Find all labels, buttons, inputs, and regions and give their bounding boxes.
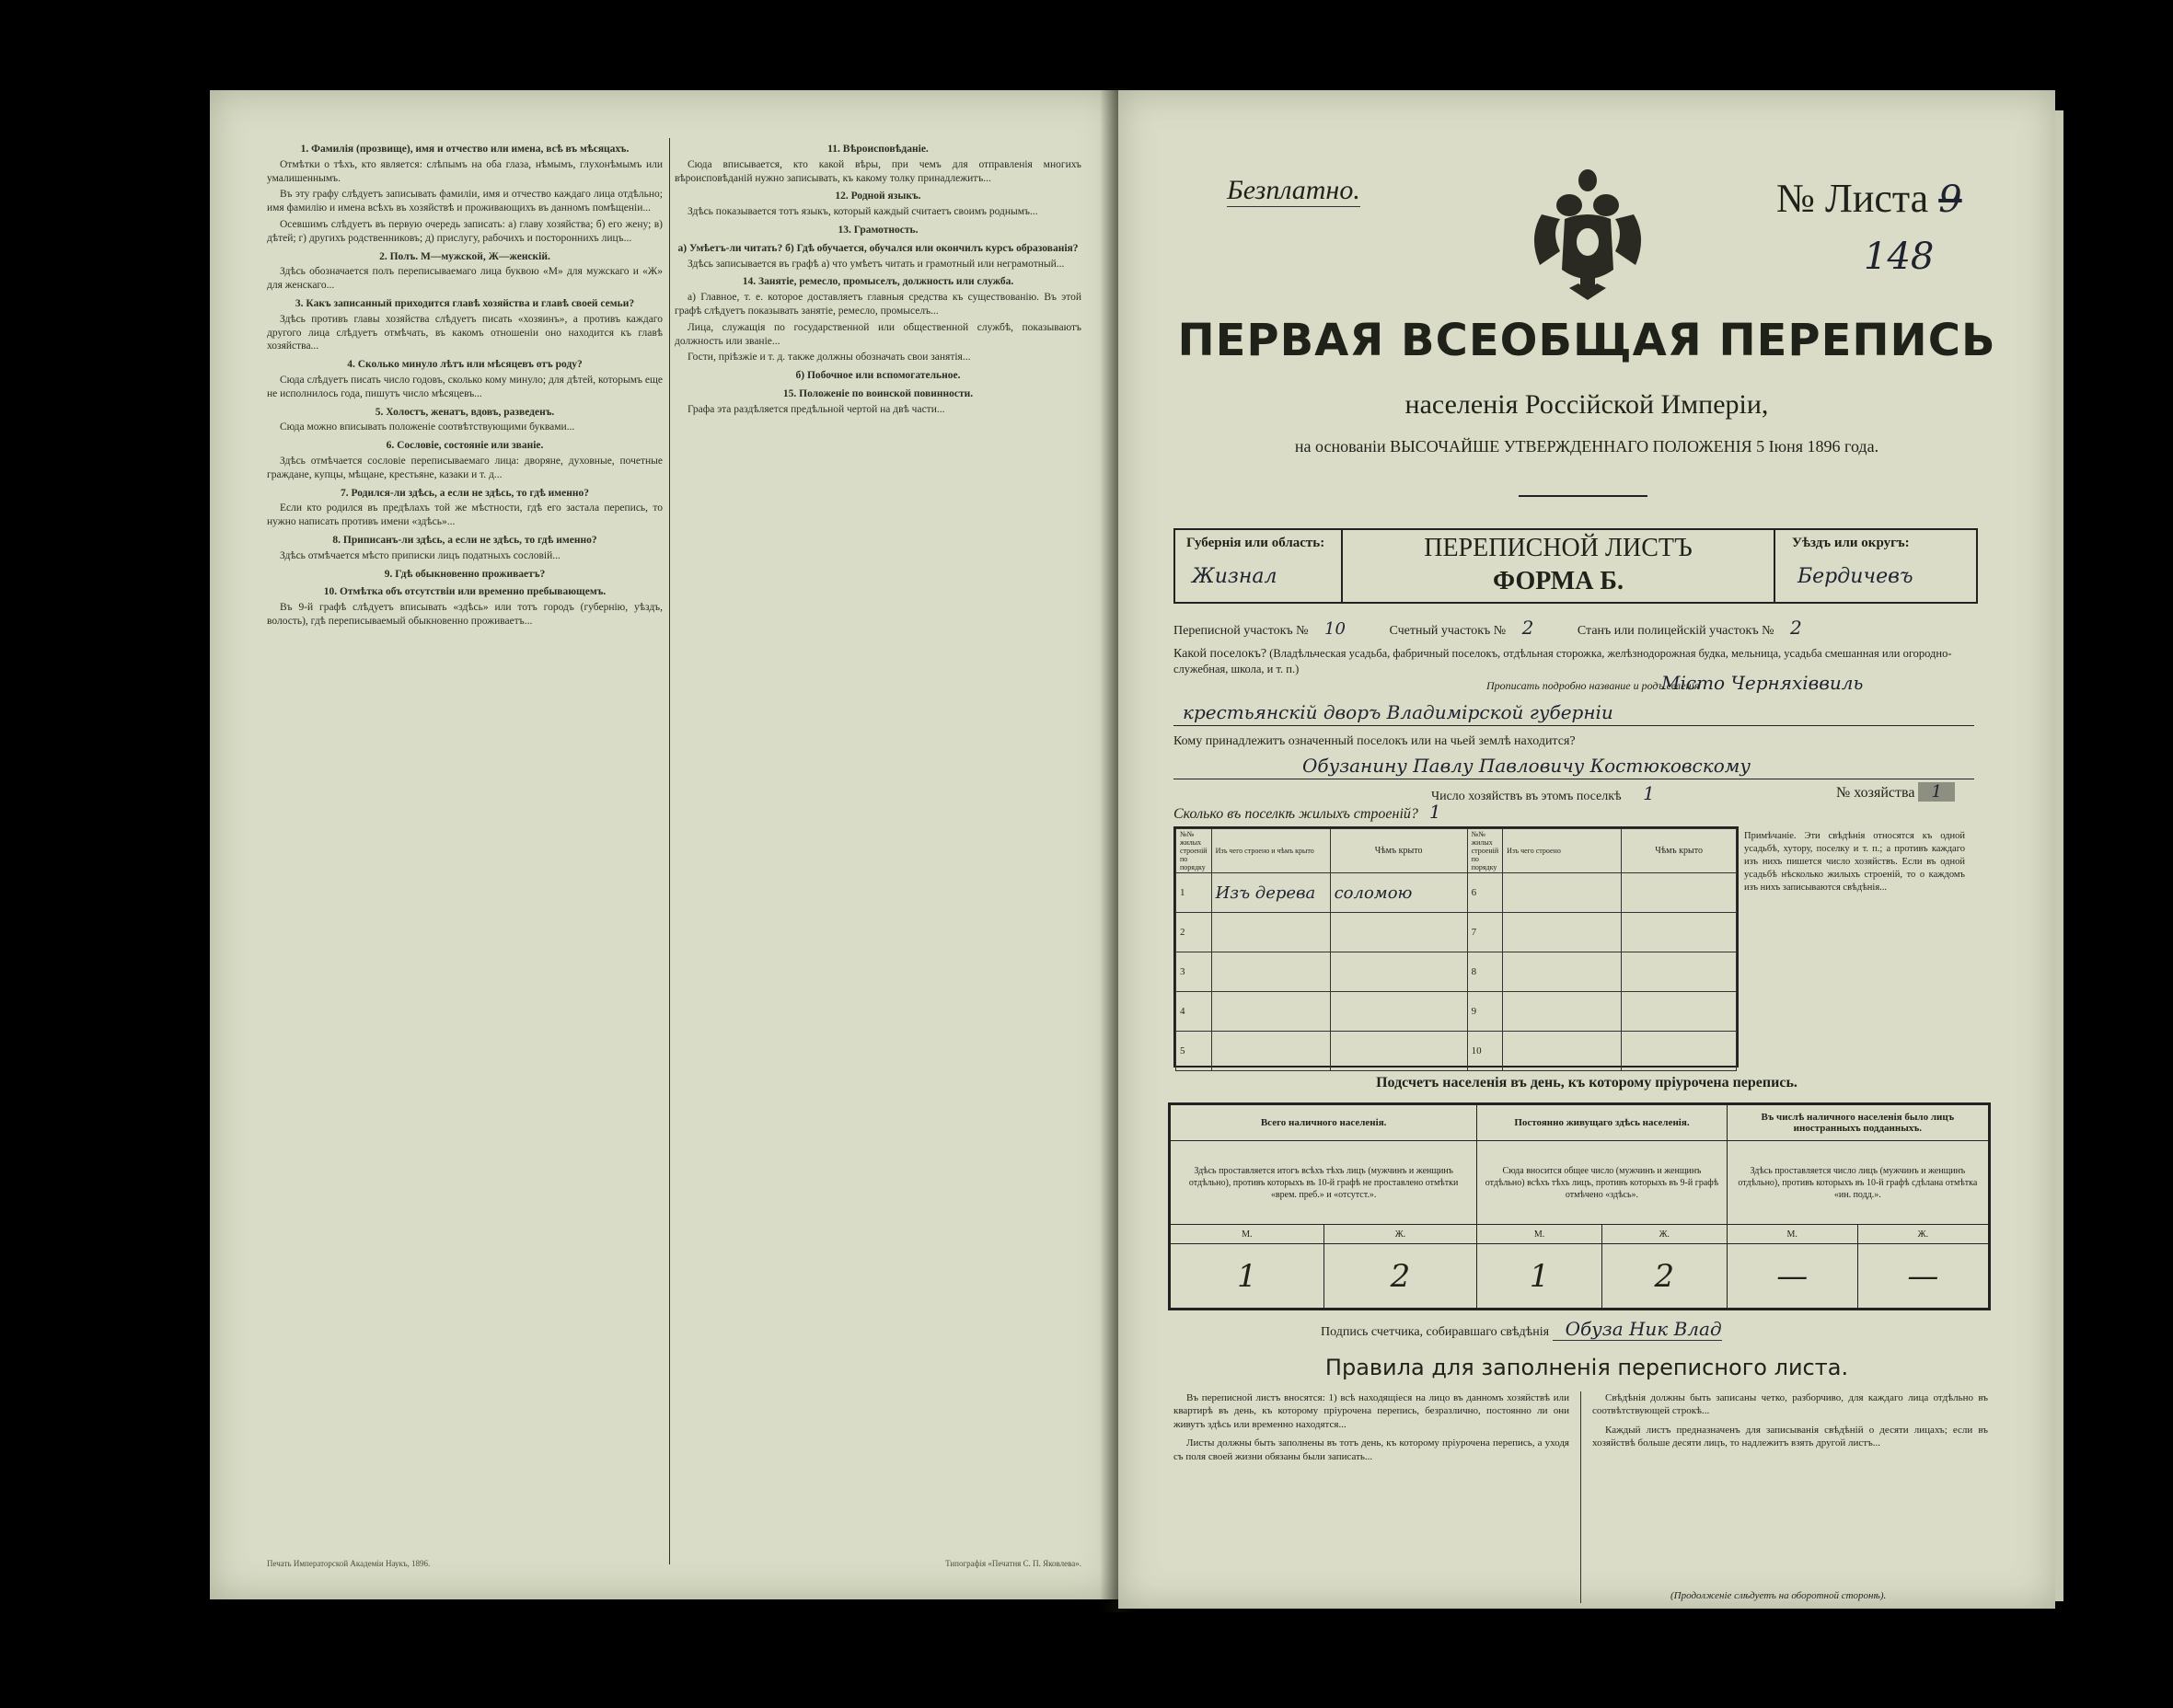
building-number: 2 [1176,913,1212,952]
buildings-label: Сколько въ поселкѣ жилыхъ строеній? [1173,806,1418,822]
settlement-value-line-2: крестьянскій дворъ Владимірской губерніи [1183,701,1613,723]
building-roof [1330,952,1467,992]
free-label: Безплатно. [1227,175,1360,205]
handwritten-sheet-number: 148 [1864,236,1935,278]
left-footer-imprint: Печать Императорской Академіи Наукъ, 1896. [267,1559,431,1568]
female-label: Ж. [1857,1225,1988,1244]
count-column-description: Здѣсь проставляется итогъ всѣхъ тѣхъ лицъ (мужчинъ и женщинъ отдѣльно), противъ которыхъ въ 10-й графѣ не проставлено отмѣтки «врем. преб.» и «отсутст.». [1171,1141,1477,1225]
building-material [1503,913,1622,952]
instruction-heading: 2. Полъ. М—мужской, Ж—женскій. [379,250,550,262]
building-roof [1622,873,1737,913]
legal-basis-line: на основаніи ВЫСОЧАЙШЕ УТВЕРЖДЕННАГО ПОЛОЖЕНІЯ 5 Іюня 1896 года. [1294,437,1879,456]
bld-header-right-roof: Чѣмъ крыто [1622,829,1737,873]
instruction-heading: 4. Сколько минуло лѣтъ или мѣсяцевъ отъ роду? [347,359,583,371]
instruction-heading: 9. Гдѣ обыкновенно проживаетъ? [384,568,546,580]
settlement-name-hint: Прописать подробно название и родъ селенія [1486,679,1700,692]
rules-column-1 [1173,1391,1569,1469]
left-page [210,90,1118,1599]
form-header-box [1173,528,1978,604]
instructions-column-1 [267,138,663,631]
building-material [1211,992,1330,1032]
households-label: Число хозяйствъ въ этомъ поселкѣ [1431,790,1622,803]
building-roof [1622,992,1737,1032]
building-number: 4 [1176,992,1212,1032]
rule-paragraph: Листы должны быть заполнены въ тотъ день, къ которому пріурочена перепись, а уходя съ поля своей жизни обязаны были записать... [1173,1437,1569,1462]
right-footer-imprint: Типографія «Печатня С. П. Яковлева». [945,1559,1081,1568]
households-line [1431,782,1673,804]
male-label: М. [1727,1225,1857,1244]
sheet-number-label: № Листа [1776,176,1929,221]
building-material: Изъ дерева [1211,873,1330,913]
instruction-paragraph: Здѣсь противъ главы хозяйства слѣдуетъ писать «хозяинъ», а противъ каждаго другого лица слѣдуетъ отмѣчать, въ какомъ отношеніи оно находится къ главѣ хозяйства... [267,313,663,352]
instruction-heading: 13. Грамотность. [838,224,919,236]
household-number-value: 1 [1918,782,1954,802]
building-material [1503,873,1622,913]
count-value: 2 [1601,1244,1727,1309]
count-column-title: Въ числѣ наличного населенія было лицъ иностранныхъ подданныхъ. [1727,1105,1988,1141]
building-number: 6 [1467,873,1503,913]
instruction-heading: 15. Положеніе по воинской повинности. [782,387,974,399]
form-type: ФОРМА Б. [1493,567,1624,595]
female-label: Ж. [1323,1225,1477,1244]
count-value: 1 [1171,1244,1324,1309]
instruction-heading: 5. Холостъ, женатъ, вдовъ, разведенъ. [375,406,555,418]
instruction-heading: 3. Какъ записанный приходится главѣ хозяйства и главѣ своей семьи? [295,297,635,309]
building-number: 1 [1176,873,1212,913]
instruction-paragraph: Сюда слѣдуетъ писать число годовъ, сколько кому минуло; для дѣтей, которымъ еще не исполнилось года, пишутъ число мѣсяцевъ... [267,374,663,399]
instruction-heading: 7. Родился-ли здѣсь, а если не здѣсь, то гдѣ именно? [340,487,589,499]
counting-area-value: 2 [1521,617,1534,639]
count-column-description: Здѣсь проставляется число лицъ (мужчинъ и женщинъ отдѣльно), противъ которыхъ въ 10-й графѣ сдѣлана отмѣтка «ин. подд.». [1727,1141,1988,1225]
counting-area-label: Счетный участокъ № [1389,624,1507,638]
bld-header-left-material: Изъ чего строено и чѣмъ крыто [1211,829,1330,873]
signature-value: Обуза Ник Влад [1553,1318,1722,1341]
count-value: 2 [1323,1244,1477,1309]
household-number [1836,782,1955,802]
instruction-paragraph: Въ 9-й графѣ слѣдуетъ вписывать «здѣсь» или тотъ городъ (губернію, уѣздъ, волость), гдѣ переписываемый обыкновенно проживаетъ... [267,602,663,627]
building-material [1211,913,1330,952]
province-value: Жизнал [1192,565,1277,588]
instruction-paragraph: Гости, пріѣзжіе и т. д. также должны обозначать свои занятія... [688,352,971,364]
instruction-paragraph: Сюда можно вписывать положеніе соотвѣтствующими буквами... [280,421,575,433]
census-subtitle: населенія Россійской Имперіи, [1404,389,1769,420]
police-area-value: 2 [1789,617,1802,639]
sheet-number-value: 9 [1938,179,1962,221]
rules-title: Правила для заполненія переписного листа. [1324,1355,1849,1380]
instruction-paragraph: Здѣсь обозначается полъ переписываемаго лица буквою «М» для мужскаго и «Ж» для женскаго... [267,266,663,292]
census-form-page [1118,90,2055,1609]
instruction-paragraph: Здѣсь отмѣчается мѣсто приписки лицъ податныхъ сословій... [280,549,561,561]
instruction-heading: 10. Отмѣтка объ отсутствіи или временно пребывающемъ. [323,586,607,598]
instruction-heading: 1. Фамилія (прозвище), имя и отчество или имена, всѣ въ мѣсяцахъ. [300,144,630,155]
instruction-heading: 8. Приписанъ-ли здѣсь, а если не здѣсь, то гдѣ именно? [332,534,597,546]
instructions-column-2 [675,138,1081,420]
instruction-paragraph: а) Главное, т. е. которое доставляетъ главныя средства къ существованію. Въ этой графѣ слѣдуетъ показывать занятіе, ремесло, промыселъ... [675,292,1081,317]
instruction-paragraph: Если кто родился въ предѣлахъ той же мѣстности, гдѣ его застала перепись, то нужно написать противъ имени «здѣсь»... [267,502,663,528]
building-roof [1622,952,1737,992]
counter-signature-line [1321,1318,1722,1340]
instruction-heading: б) Побочное или вспомогательное. [795,370,961,382]
continued-note: (Продолженіе слѣдуетъ на оборотной сторонѣ). [1670,1590,1887,1601]
province-label: Губернія или область: [1186,536,1325,550]
owner-value: Обузанину Павлу Павловичу Костюковскому [1302,755,1751,777]
instruction-heading: 11. Вѣроисповѣданіе. [827,144,929,155]
count-value: — [1727,1244,1857,1309]
bld-header-left-no: №№ жилых строеній по порядку [1176,829,1212,873]
population-count-grid [1170,1104,1989,1309]
instruction-paragraph: Графа эта раздѣляется предѣльной чертой на двѣ части... [688,403,945,415]
bld-header-right-no: №№ жилых строеній по порядку [1467,829,1503,873]
rule-paragraph: Свѣдѣнія должны быть записаны четко, разборчиво, для каждаго лица отдѣльно въ соотвѣтствующей строкѣ... [1592,1392,1988,1417]
building-row [1176,873,1737,913]
building-material [1503,992,1622,1032]
building-number: 3 [1176,952,1212,992]
households-value: 1 [1643,782,1655,804]
signature-label: Подпись счетчика, собиравшаго свѣдѣнія [1321,1325,1550,1339]
building-material [1503,952,1622,992]
column-divider [669,138,670,1564]
sheet-number [1776,175,1962,222]
instruction-paragraph: Сюда вписывается, кто какой вѣры, при чемъ для отправленія многихъ вѣроисповѣданій нужно записывать, къ какому толку принадлежитъ... [675,158,1081,184]
rules-column-2 [1592,1391,1988,1456]
rule-paragraph: Въ переписной листъ вносятся: 1) всѣ находящіеся на лицо въ данномъ хозяйствѣ или квартирѣ въ день, къ которому пріурочена перепись, безразлично, постоянно ли они живутъ здѣсь или временно находятся... [1173,1392,1569,1430]
female-label: Ж. [1601,1225,1727,1244]
title-rule [1519,495,1647,497]
building-number: 10 [1467,1032,1503,1071]
settlement-hint: (Владѣльческая усадьба, фабричный поселокъ, отдѣльная сторожка, желѣзнодорожная будка, мельница, усадьба смешанная или огородно-служебная, школа, и т. п.) [1173,647,1952,675]
instruction-paragraph: Лица, служащія по государственной или общественной службѣ, показываютъ должность или званіе... [675,321,1081,347]
population-count-table [1168,1102,1991,1310]
areas-line [1173,617,1974,639]
building-roof [1330,913,1467,952]
buildings-grid [1175,828,1737,1071]
instruction-paragraph: Въ эту графу слѣдуетъ записывать фамиліи, имя и отчество каждаго лица отдѣльно; имя фамилію и имена всѣхъ въ хозяйствѣ и проживающихъ въ данномъ помѣщеніи... [267,189,663,214]
police-area-label: Станъ или полицейскій участокъ № [1577,624,1774,638]
bld-header-right-material: Изъ чего строено [1503,829,1622,873]
count-value: 1 [1477,1244,1602,1309]
instruction-heading: 14. Занятіе, ремесло, промыселъ, должность или служба. [742,276,1014,288]
form-title: ПЕРЕПИСНОЙ ЛИСТЪ [1424,534,1693,562]
instruction-paragraph: Здѣсь записывается въ графѣ а) что умѣетъ читать и грамотный или неграмотный... [688,258,1065,270]
building-material [1211,952,1330,992]
count-column-description: Сюда вносится общее число (мужчинъ и женщинъ отдѣльно) всѣхъ тѣхъ лицъ, противъ которыхъ въ 9-й графѣ отмѣчено «здѣсь». [1477,1141,1727,1225]
census-area-value: 10 [1324,619,1346,639]
building-number: 7 [1467,913,1503,952]
building-row [1176,1032,1737,1071]
double-headed-eagle-emblem [1523,164,1652,302]
instruction-paragraph: Здѣсь показывается тотъ языкъ, который каждый считаетъ своимъ роднымъ... [688,206,1038,218]
building-row [1176,992,1737,1032]
instruction-heading: 6. Сословіе, состояніе или званіе. [386,440,544,452]
building-material [1211,1032,1330,1071]
building-roof [1622,913,1737,952]
bld-header-left-roof: Чѣмъ крыто [1330,829,1467,873]
buildings-note: Примѣчаніе. Эти свѣдѣнія относятся къ одной усадьбѣ, хутору, поселку и т. п.; а противъ каждаго изъ нихъ пишется число хозяйствъ. Если въ одной усадьбѣ нѣсколько жилыхъ строеній, то о каждомъ изъ нихъ записываются свѣдѣнія... [1744,831,1965,893]
count-value: — [1857,1244,1988,1309]
census-title: ПЕРВАЯ ВСЕОБЩАЯ ПЕРЕПИСЬ [1177,315,1996,366]
building-roof [1330,992,1467,1032]
rule-paragraph: Каждый листъ предназначенъ для записыванія свѣдѣній о десяти лицахъ; если въ хозяйствѣ больше десяти лицъ, то надлежитъ взять другой листъ... [1592,1424,1988,1449]
male-label: М. [1171,1225,1324,1244]
count-column-title: Всего наличного населенія. [1171,1105,1477,1141]
instruction-paragraph: Отмѣтки о тѣхъ, кто является: слѣпымъ на оба глаза, нѣмымъ, глухонѣмымъ или умалишеннымъ. [267,158,663,184]
district-value: Бердичевъ [1797,565,1913,588]
district-label: Уѣздъ или округъ: [1792,536,1910,550]
building-roof [1622,1032,1737,1071]
building-number: 8 [1467,952,1503,992]
owner-label: Кому принадлежитъ означенный поселокъ или на чьей землѣ находится? [1173,734,1576,748]
building-row [1176,913,1737,952]
male-label: М. [1477,1225,1602,1244]
buildings-table [1173,826,1739,1068]
instruction-paragraph: Осевшимъ слѣдуетъ въ первую очередь записать: а) главу хозяйства; б) его жену; в) дѣтей; г) другихъ родственниковъ; д) прислугу, рабочихъ и постороннихъ лицъ... [267,218,663,244]
building-number: 9 [1467,992,1503,1032]
buildings-value: 1 [1428,801,1441,823]
building-material [1503,1032,1622,1071]
settlement-label: Какой поселокъ? [1173,647,1267,661]
building-row [1176,952,1737,992]
population-count-title: Подсчетъ населенія въ день, къ которому пріурочена перепись. [1376,1075,1797,1091]
instruction-paragraph: Здѣсь отмѣчается сословіе переписываемаго лица: дворяне, духовные, почетные граждане, купцы, мѣщане, крестьяне, казаки и т. д... [267,455,663,480]
census-area-label: Переписной участокъ № [1173,624,1309,638]
buildings-line [1173,801,1449,823]
building-roof: соломою [1330,873,1467,913]
settlement-value-line-1: Місто Черняхіввиль [1661,672,1864,694]
building-number: 5 [1176,1032,1212,1071]
building-roof [1330,1032,1467,1071]
instruction-heading: 12. Родной языкъ. [835,190,921,202]
instruction-heading: а) Умѣетъ-ли читать? б) Гдѣ обучается, обучался или окончилъ курсъ образованія? [677,242,1079,254]
household-number-label: № хозяйства [1836,785,1915,801]
count-column-title: Постоянно живущаго здѣсь населенія. [1477,1105,1727,1141]
